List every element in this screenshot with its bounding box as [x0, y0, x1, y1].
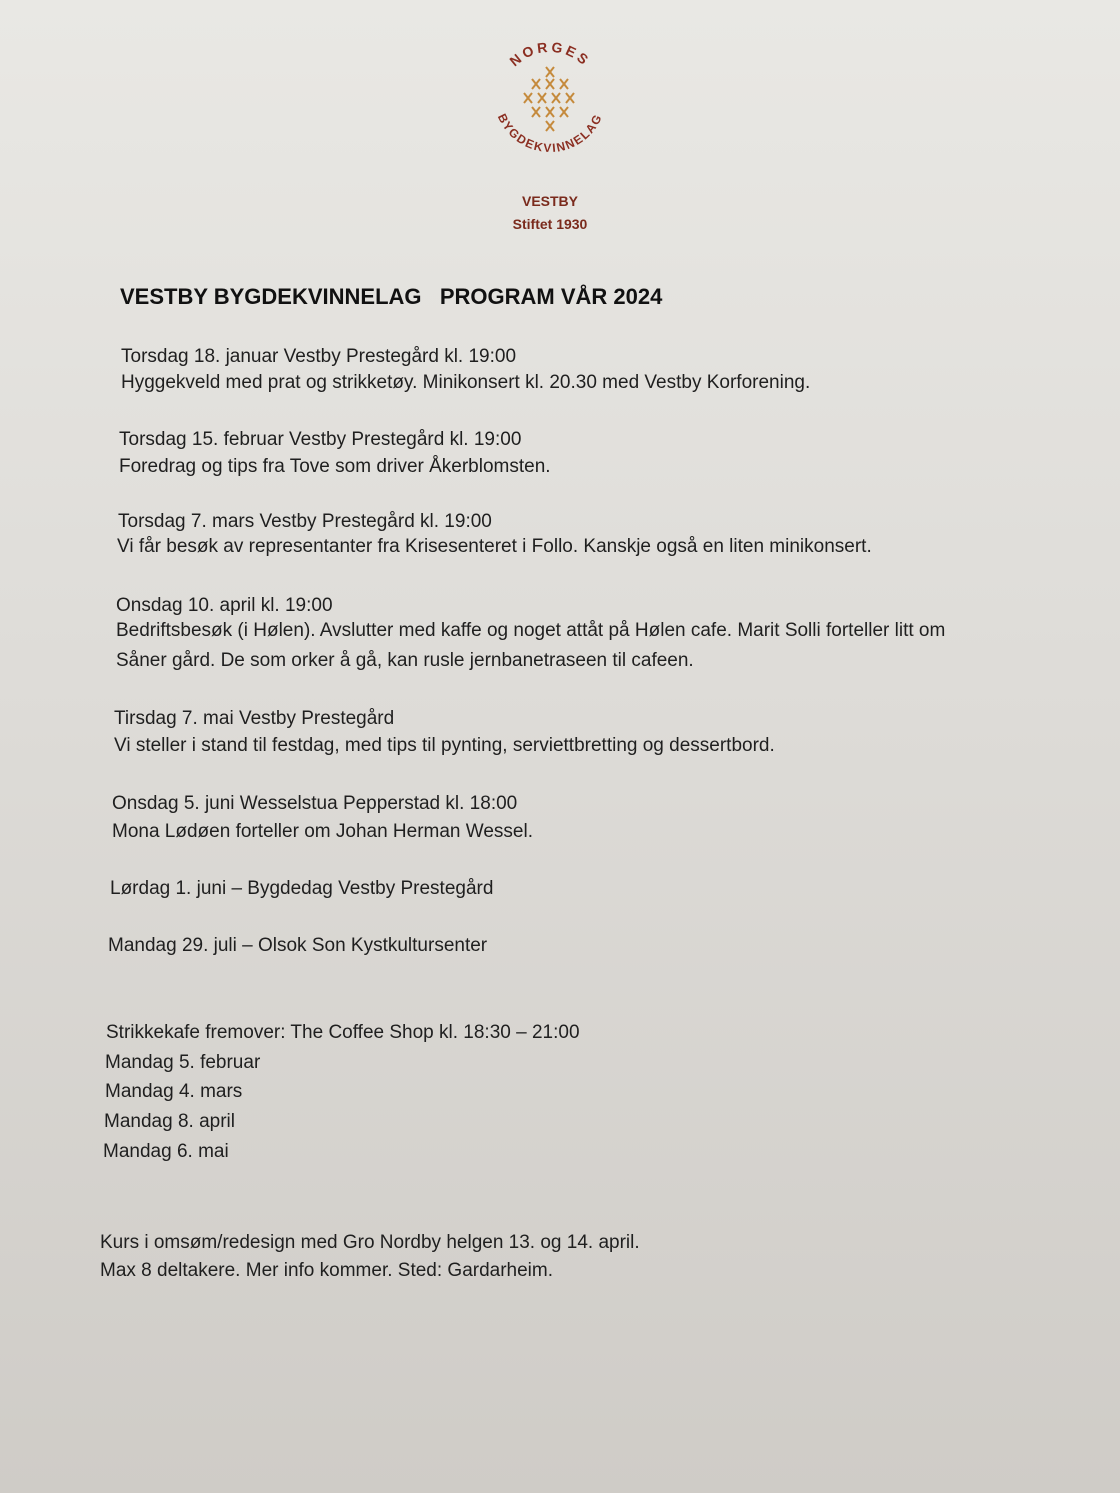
knitting-cafe-date: Mandag 8. april: [104, 1111, 235, 1132]
event-2-description: Foredrag og tips fra Tove som driver Åkerblomsten.: [119, 456, 551, 477]
event-5-date: Tirsdag 7. mai Vestby Prestegård: [114, 708, 395, 729]
event-4-description: Bedriftsbesøk (i Hølen). Avslutter med kaffe og noget attåt på Hølen cafe. Marit Solli forteller litt om: [116, 620, 946, 641]
event-6-date: Onsdag 5. juni Wesselstua Pepperstad kl. 18:00: [112, 793, 518, 814]
event-4-date: Onsdag 10. april kl. 19:00: [116, 595, 333, 616]
event-3-date: Torsdag 7. mars Vestby Prestegård kl. 19:00: [118, 511, 492, 532]
svg-text:NORGES: NORGES: [506, 38, 594, 70]
org-founded: Stiftet 1930: [512, 216, 588, 232]
event-1-description: Hyggekveld med prat og strikketøy. Minikonsert kl. 20.30 med Vestby Korforening.: [121, 372, 811, 393]
event-7-date: Lørdag 1. juni – Bygdedag Vestby Prestegård: [110, 878, 494, 899]
course-info: Kurs i omsøm/redesign med Gro Nordby helgen 13. og 14. april.: [100, 1232, 640, 1253]
course-details: Max 8 deltakere. Mer info kommer. Sted: Gardarheim.: [100, 1260, 554, 1281]
event-6-description: Mona Lødøen forteller om Johan Herman Wessel.: [112, 821, 533, 842]
organization-seal-logo: [480, 38, 620, 168]
org-name: VESTBY: [521, 193, 578, 209]
event-3-description: Vi får besøk av representanter fra Krisesenteret i Follo. Kanskje også en liten minikonsert.: [117, 536, 872, 557]
event-1-date: Torsdag 18. januar Vestby Prestegård kl. 19:00: [121, 346, 517, 367]
knitting-cafe-date: Mandag 6. mai: [103, 1141, 229, 1162]
knitting-cafe-date: Mandag 4. mars: [105, 1081, 243, 1102]
knitting-cafe-heading: Strikkekafe fremover: The Coffee Shop kl. 18:30 – 21:00: [106, 1022, 580, 1043]
event-8-date: Mandag 29. juli – Olsok Son Kystkultursenter: [108, 935, 488, 956]
event-5-description: Vi steller i stand til festdag, med tips til pynting, serviettbretting og dessertbord.: [114, 735, 775, 756]
document-title: VESTBY BYGDEKVINNELAG PROGRAM VÅR 2024: [120, 284, 663, 309]
seal-emblem-icon: [480, 38, 620, 168]
svg-text:BYGDEKVINNELAG: BYGDEKVINNELAG: [494, 111, 606, 156]
event-2-date: Torsdag 15. februar Vestby Prestegård kl. 19:00: [119, 429, 522, 450]
event-4-description-continued: Såner gård. De som orker å gå, kan rusle jernbanetraseen til cafeen.: [116, 650, 694, 671]
knitting-cafe-date: Mandag 5. februar: [105, 1052, 261, 1073]
